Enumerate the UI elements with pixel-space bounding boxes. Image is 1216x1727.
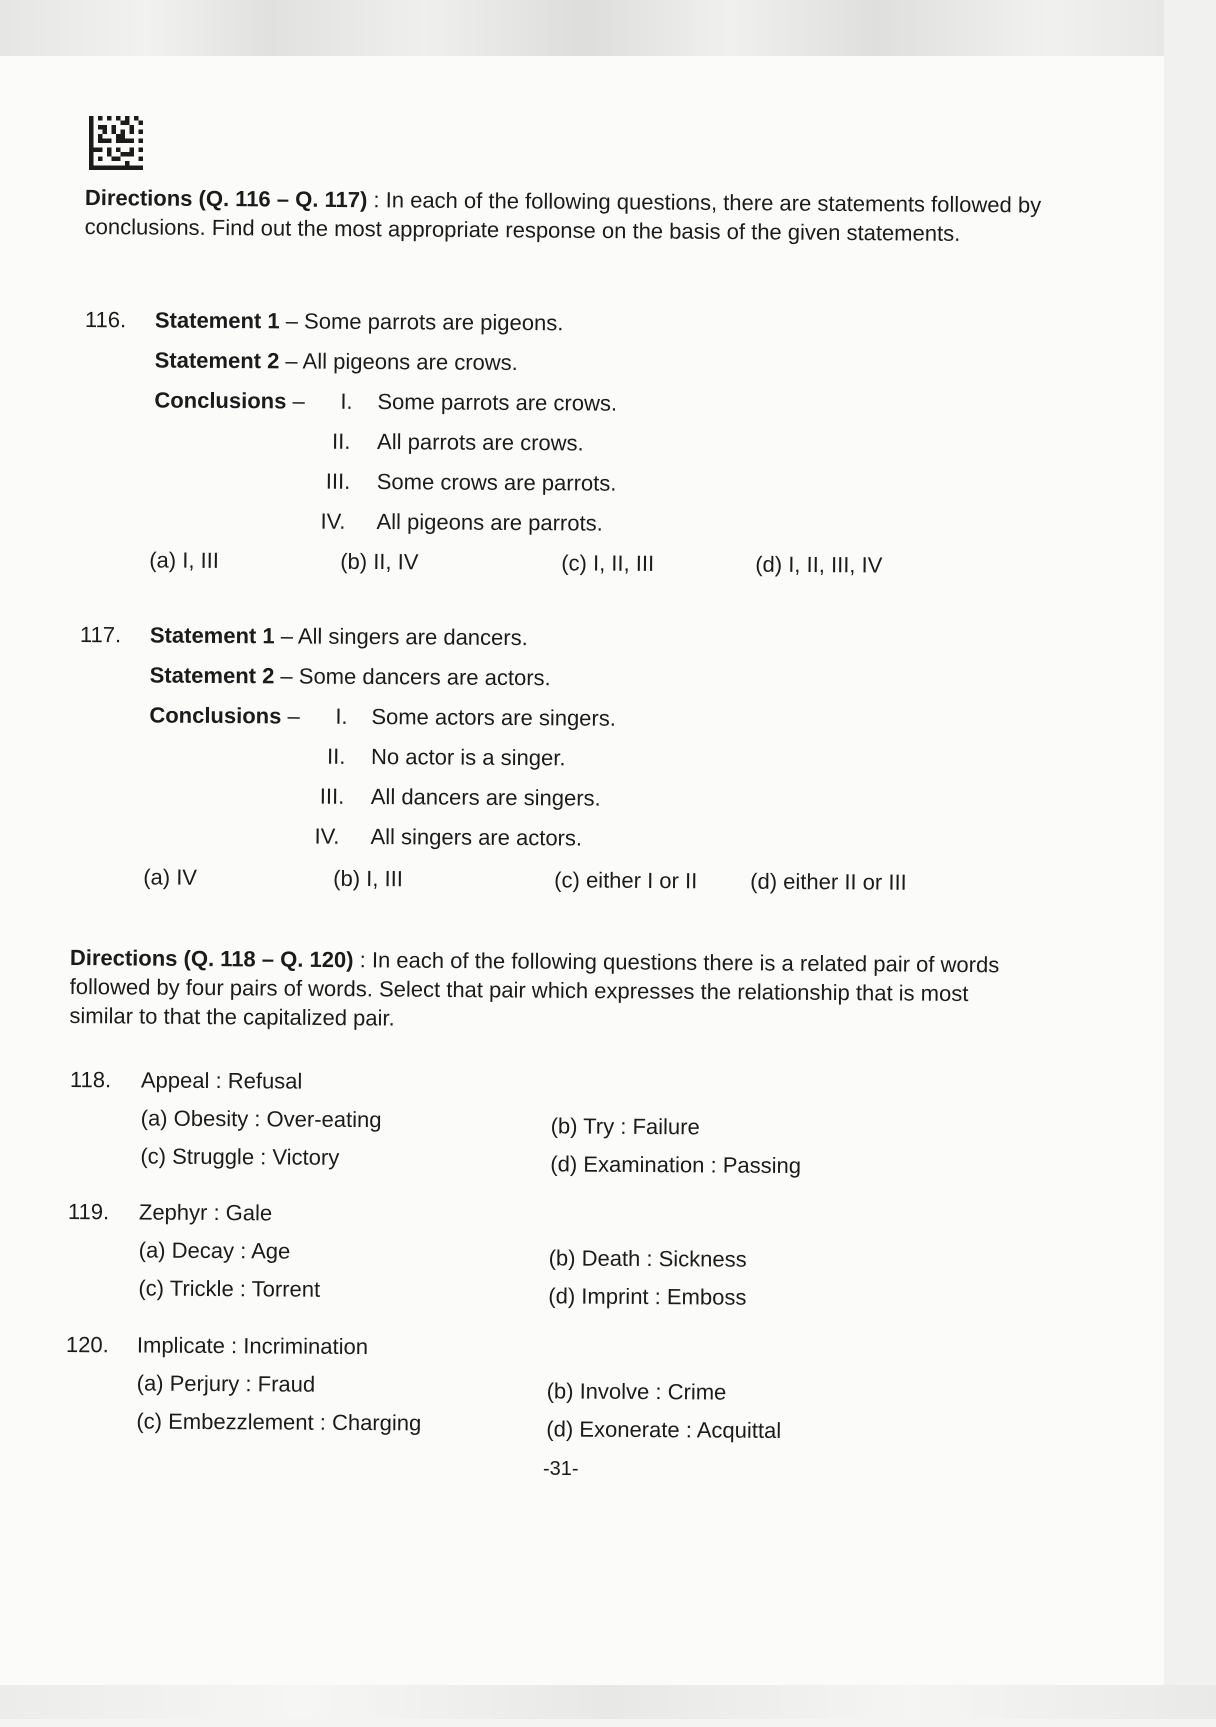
question-number: 116. — [84, 307, 127, 333]
conclusion-text: All dancers are singers. — [370, 784, 601, 811]
statement-label: Statement 1 — [149, 622, 275, 649]
option-d[interactable]: (d) Examination : Passing — [550, 1151, 802, 1179]
conclusion-text: All pigeons are parrots. — [376, 509, 603, 536]
option-a[interactable]: (a) Perjury : Fraud — [136, 1370, 316, 1397]
page-number: -31- — [543, 1458, 579, 1480]
conclusions-label: Conclusions – — [149, 702, 300, 729]
question-number: 118. — [69, 1067, 112, 1093]
question-stem: Implicate : Incrimination — [136, 1332, 369, 1360]
option-d[interactable]: (d) Exonerate : Acquittal — [546, 1416, 782, 1443]
statement-text: – Some parrots are pigeons. — [279, 308, 564, 336]
conclusion-numeral: I. — [335, 703, 348, 729]
statement-text: – All pigeons are crows. — [279, 348, 518, 376]
statement-label: Statement 2 — [154, 347, 280, 374]
conclusion-numeral: II. — [332, 428, 351, 454]
option-c[interactable]: (c) Struggle : Victory — [140, 1143, 340, 1170]
option-a[interactable]: (a) Obesity : Over-eating — [140, 1105, 382, 1133]
conclusion-text: All singers are actors. — [370, 824, 583, 851]
option-b[interactable]: (b) Try : Failure — [550, 1113, 700, 1140]
conclusion-numeral: IV. — [314, 823, 340, 849]
question-stem: Zephyr : Gale — [138, 1199, 273, 1226]
option-b[interactable]: (b) Death : Sickness — [548, 1245, 747, 1272]
option-d[interactable]: (d) I, II, III, IV — [755, 551, 883, 578]
option-b[interactable]: (b) Involve : Crime — [546, 1378, 727, 1405]
question-stem: Appeal : Refusal — [140, 1067, 303, 1094]
conclusion-text: Some actors are singers. — [371, 704, 616, 731]
conclusion-text: No actor is a singer. — [371, 744, 566, 771]
conclusion-text: All parrots are crows. — [377, 429, 584, 456]
option-c[interactable]: (c) Trickle : Torrent — [138, 1275, 321, 1302]
directions-label: Directions (Q. 118 – Q. 120) — [69, 944, 354, 973]
option-a[interactable]: (a) Decay : Age — [138, 1237, 291, 1264]
option-b[interactable]: (b) I, III — [333, 865, 404, 892]
conclusions-label: Conclusions – — [154, 387, 305, 414]
option-c[interactable]: (c) either I or II — [554, 867, 698, 894]
conclusion-numeral: I. — [340, 388, 353, 414]
statement-label: Statement 2 — [149, 662, 275, 689]
option-b[interactable]: (b) II, IV — [340, 548, 419, 575]
statement-text: – All singers are dancers. — [274, 623, 528, 651]
conclusion-numeral: II. — [327, 743, 346, 769]
conclusion-numeral: III. — [325, 468, 351, 494]
question-number: 119. — [67, 1199, 110, 1225]
option-d[interactable]: (d) Imprint : Emboss — [548, 1283, 747, 1310]
option-c[interactable]: (c) Embezzlement : Charging — [136, 1408, 422, 1436]
conclusion-numeral: IV. — [320, 508, 346, 534]
conclusion-text: Some crows are parrots. — [376, 469, 617, 496]
directions-label: Directions (Q. 116 – Q. 117) — [84, 184, 368, 213]
statement-text: – Some dancers are actors. — [274, 663, 551, 691]
conclusion-text: Some parrots are crows. — [377, 389, 618, 416]
statement-label: Statement 1 — [154, 307, 280, 334]
directions-text: : In each of the following questions, there are statements followed by conclusions. Find out the most appropriate response on the basis of the given statements. — [84, 187, 1042, 246]
option-a[interactable]: (a) I, III — [149, 547, 220, 573]
conclusion-numeral: III. — [319, 783, 345, 809]
question-number: 117. — [79, 622, 122, 648]
directions-text: : In each of the following questions there is a related pair of words followed by four pairs of words. Select that pair which expresses the relationship that is most similar to that the capitalized pair. — [69, 947, 1000, 1031]
option-d[interactable]: (d) either II or III — [750, 868, 907, 895]
question-number: 120. — [65, 1332, 109, 1358]
option-c[interactable]: (c) I, II, III — [561, 550, 655, 576]
option-a[interactable]: (a) IV — [143, 864, 198, 890]
